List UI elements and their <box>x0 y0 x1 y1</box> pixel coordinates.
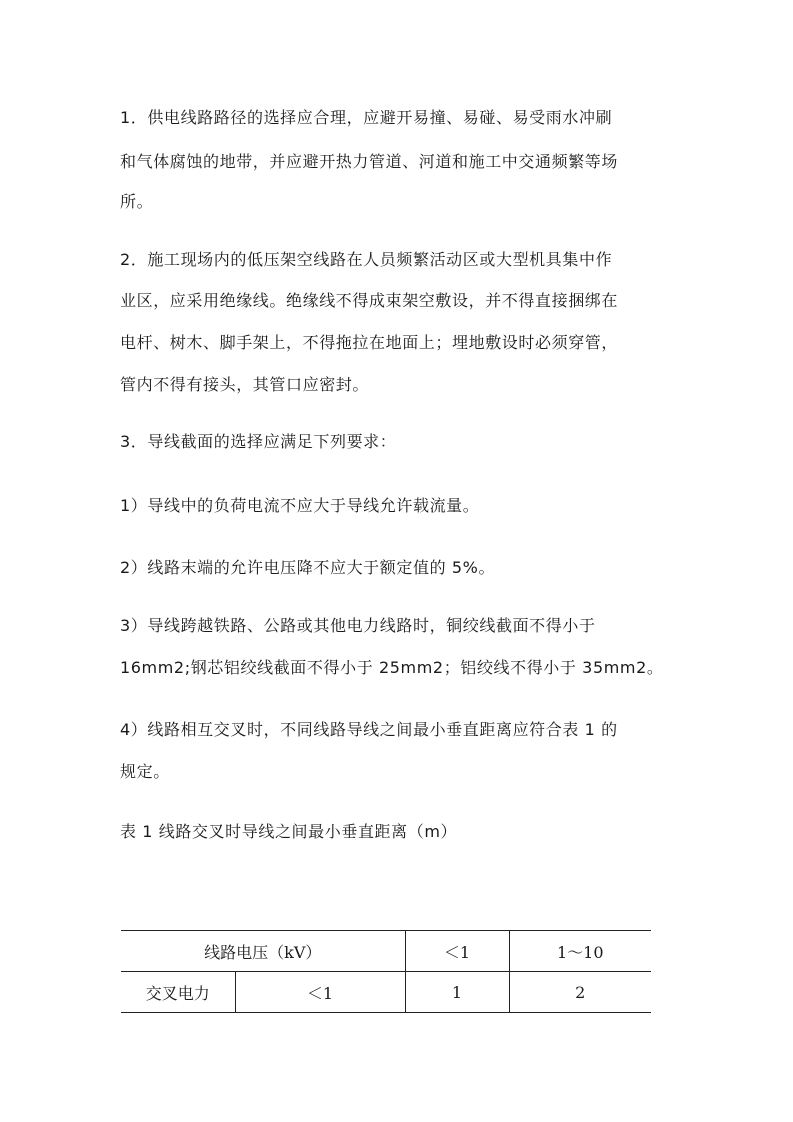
requirement-3-line-1: 3）导线跨越铁路、公路或其他电力线路时，铜绞线截面不得小于 <box>120 616 596 635</box>
row-sub-label: ＜1 <box>235 972 405 1013</box>
paragraph-2-line-2: 业区，应采用绝缘线。绝缘线不得成束架空敷设，并不得直接捆绑在 <box>120 291 619 310</box>
paragraph-1-line-2: 和气体腐蚀的地带，并应避开热力管道、河道和施工中交通频繁等场 <box>120 152 619 171</box>
table-row <box>121 972 651 1013</box>
paragraph-1-line-3: 所。 <box>120 192 154 211</box>
paragraph-3-line-1: 3．导线截面的选择应满足下列要求： <box>120 432 397 451</box>
requirement-2: 2）线路末端的允许电压降不应大于额定值的 5%。 <box>120 558 496 577</box>
requirement-4-line-1: 4）线路相互交叉时，不同线路导线之间最小垂直距离应符合表 1 的 <box>120 720 618 739</box>
paragraph-1-line-1: 1．供电线路路径的选择应合理，应避开易撞、易碰、易受雨水冲刷 <box>120 108 613 127</box>
header-line-voltage: 线路电压（kV） <box>121 931 405 972</box>
paragraph-2-line-3: 电杆、树木、脚手架上，不得拖拉在地面上；埋地敷设时必须穿管， <box>120 333 619 352</box>
paragraph-2-line-1: 2．施工现场内的低压架空线路在人员频繁活动区或大型机具集中作 <box>120 250 613 269</box>
requirement-1: 1）导线中的负荷电流不应大于导线允许载流量。 <box>120 496 480 515</box>
table-caption: 表 1 线路交叉时导线之间最小垂直距离（m） <box>120 822 458 841</box>
cell-value-1-10: 2 <box>509 972 651 1013</box>
row-group-label: 交叉电力 <box>121 972 235 1013</box>
header-voltage-1-10: 1～10 <box>509 931 651 972</box>
distance-table <box>121 930 651 1013</box>
requirement-4-line-2: 规定。 <box>120 762 170 781</box>
table-header-row <box>121 931 651 972</box>
paragraph-2-line-4: 管内不得有接头，其管口应密封。 <box>120 375 370 394</box>
requirement-3-line-2: 16mm2;钢芯铝绞线截面不得小于 25mm2；铝绞线不得小于 35mm2。 <box>120 658 664 677</box>
cell-value-below-1: 1 <box>405 972 509 1013</box>
header-voltage-below-1: ＜1 <box>405 931 509 972</box>
